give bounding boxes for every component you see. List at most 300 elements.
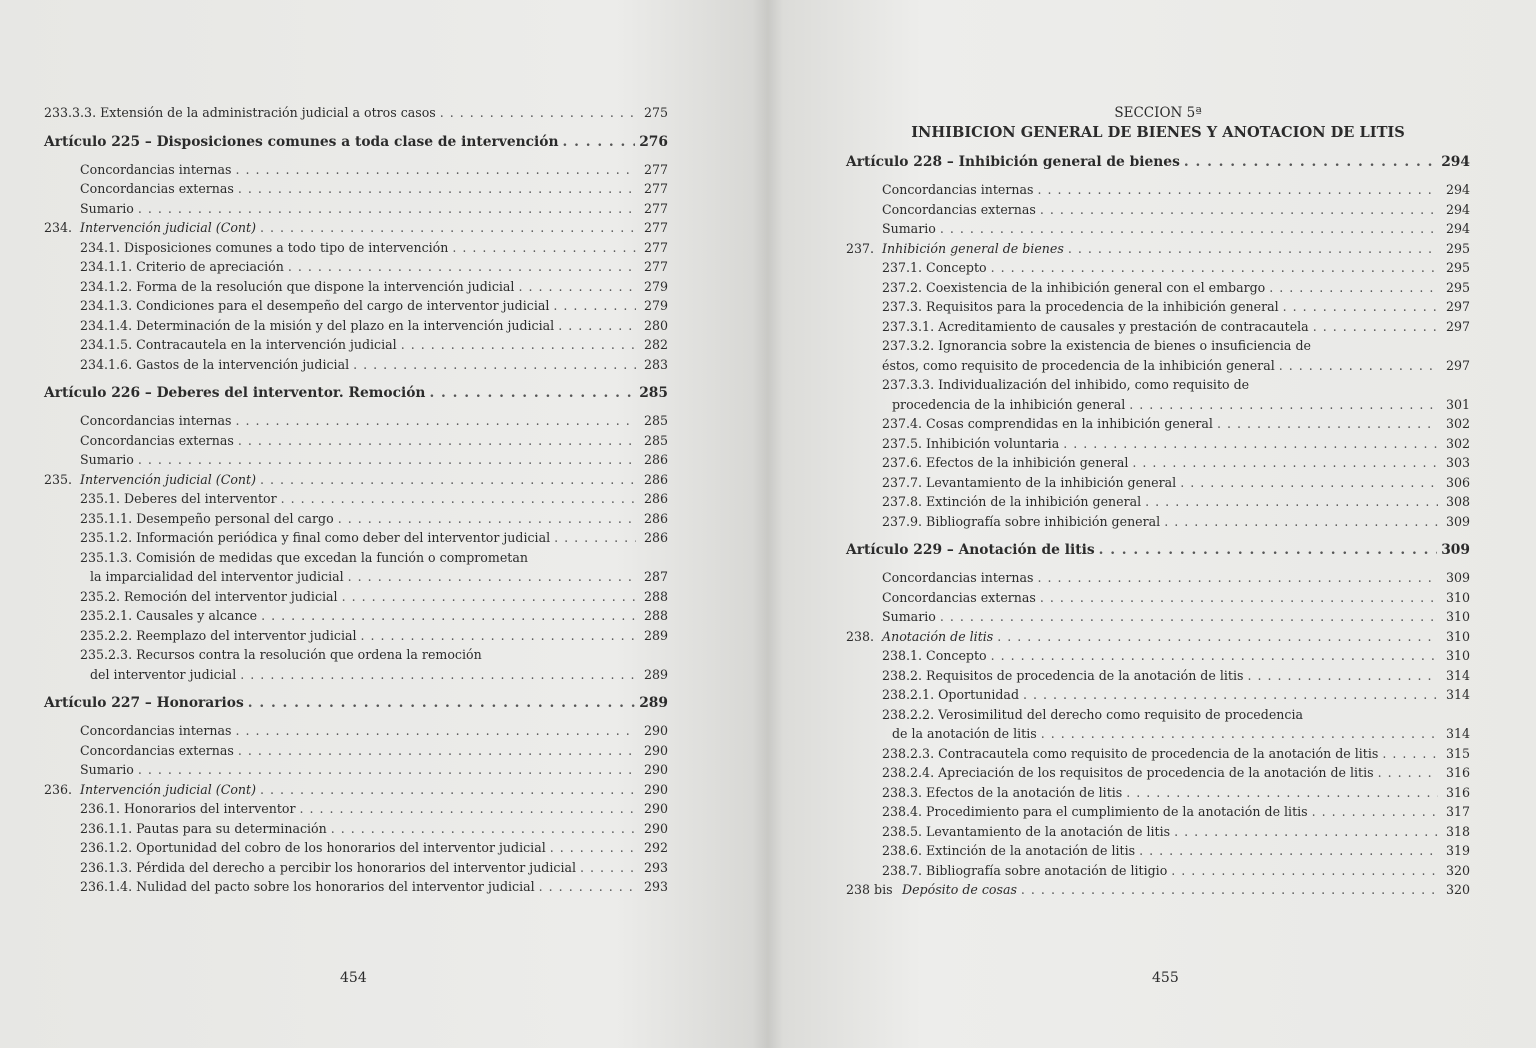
toc-page-number: 302: [1445, 416, 1470, 431]
toc-entry-label: [44, 470, 256, 490]
toc-entry-text: 237.3.3. Individualización del inhibido, como requisito de: [882, 377, 1250, 392]
toc-leader-dots: [1378, 763, 1438, 783]
toc-entry: [44, 760, 668, 780]
toc-leader-dots: [1132, 453, 1438, 473]
toc-entry-text: Artículo 227 – Honorarios: [44, 695, 244, 711]
toc-page-number: 316: [1445, 765, 1470, 780]
section-label: SECCION 5ª: [1114, 105, 1202, 121]
toc-leader-dots: [452, 238, 636, 258]
toc-entry-label: [80, 626, 357, 646]
toc-entry-label: [882, 685, 1019, 705]
toc-page-number: 282: [643, 337, 668, 352]
toc-entry-text: Concordancias externas: [80, 181, 234, 196]
toc-page-number: 280: [643, 317, 668, 333]
toc-entry-text: Concordancias externas: [80, 432, 234, 448]
toc-leader-dots: [1180, 473, 1438, 493]
toc-entry: [846, 685, 1470, 705]
toc-leader-dots: [580, 858, 636, 878]
toc-entry: [44, 316, 668, 336]
toc-entry-label: [882, 492, 1141, 512]
toc-entry: [44, 431, 668, 451]
toc-entry-number: 238.: [846, 628, 875, 644]
toc-entry: [846, 646, 1470, 666]
toc-page-number: 287: [643, 569, 668, 584]
toc-page-number: 285: [639, 385, 668, 401]
toc-entry-label: [80, 587, 338, 607]
toc-entry: [846, 666, 1470, 686]
toc-entry-label: [80, 316, 554, 336]
toc-entry: [846, 841, 1470, 861]
toc-leader-dots: [1247, 666, 1438, 686]
toc-entry-label: [882, 356, 1275, 376]
toc-entry-text: 237.6. Efectos de la inhibición general: [882, 455, 1129, 470]
toc-entry-text: 238.7. Bibliografía sobre anotación de litigio: [882, 862, 1168, 878]
toc-entry-text: 235.1.1. Desempeño personal del cargo: [80, 510, 334, 526]
left-page: [0, 0, 760, 1048]
toc-leader-dots: [1040, 588, 1438, 608]
toc-page-number: 306: [1445, 474, 1470, 490]
toc-entry-text: la imparcialidad del interventor judicial: [90, 569, 344, 584]
toc-leader-dots: [997, 627, 1438, 647]
toc-entry-text: Sumario: [882, 609, 936, 624]
toc-leader-dots: [991, 258, 1438, 278]
toc-entry-text: Intervención judicial (Cont): [80, 781, 257, 797]
toc-entry-label: [882, 336, 1311, 356]
toc-leader-dots: [554, 528, 636, 548]
toc-leader-dots: [235, 721, 636, 741]
toc-leader-dots: [138, 760, 636, 780]
toc-page-number: 302: [1445, 435, 1470, 451]
toc-article-heading: [846, 541, 1470, 563]
right-toc: [846, 103, 1470, 900]
toc-leader-dots: [1099, 541, 1438, 561]
toc-entry-text: Concordancias internas: [882, 182, 1034, 197]
toc-page-number: 293: [643, 879, 668, 894]
toc-entry-text: Concordancias externas: [882, 589, 1036, 605]
toc-entry: [44, 587, 668, 607]
toc-leader-dots: [248, 694, 635, 714]
toc-entry-text: 237.3.1. Acreditamiento de causales y prestación de contracautela: [882, 318, 1309, 334]
toc-leader-dots: [235, 160, 636, 180]
toc-entry: [44, 626, 668, 646]
toc-entry: [44, 160, 668, 180]
toc-entry-text: Sumario: [882, 221, 936, 236]
toc-entry-text: Concordancias internas: [882, 570, 1034, 585]
toc-page-number: 301: [1445, 396, 1470, 412]
toc-page-number: 297: [1445, 299, 1470, 314]
toc-page-number: 293: [643, 859, 668, 875]
toc-entry: [44, 179, 668, 199]
toc-entry-text: Artículo 229 – Anotación de litis: [846, 542, 1095, 558]
toc-leader-dots: [1174, 822, 1438, 842]
toc-entry-label: [882, 278, 1265, 298]
toc-entry-label: [846, 153, 1180, 173]
toc-entry-label: [882, 744, 1378, 764]
toc-entry-text: Concordancias internas: [80, 723, 232, 738]
toc-entry-label: [882, 434, 1059, 454]
toc-entry-label: [882, 258, 987, 278]
toc-page-number: 314: [1445, 667, 1470, 683]
toc-entry-label: [882, 512, 1160, 532]
toc-entry-text: Intervención judicial (Cont): [80, 220, 257, 235]
toc-entry-label: [882, 414, 1213, 434]
toc-entry-label: [882, 375, 1249, 395]
toc-page-number: 320: [1445, 862, 1470, 878]
toc-entry-text: 234.1.1. Criterio de apreciación: [80, 259, 284, 274]
toc-article-heading: [44, 694, 668, 716]
toc-entry-text: 238.3. Efectos de la anotación de litis: [882, 784, 1123, 800]
toc-page-number: 283: [643, 356, 668, 372]
toc-entry: [44, 450, 668, 470]
toc-entry-text: 238.2. Requisitos de procedencia de la anotación de litis: [882, 667, 1244, 683]
toc-entry: [846, 395, 1470, 415]
toc-page-number: 295: [1445, 240, 1470, 256]
toc-entry: [846, 219, 1470, 239]
toc-page-number: 319: [1445, 843, 1470, 858]
toc-leader-dots: [1217, 414, 1438, 434]
toc-entry-text: 234.1.6. Gastos de la intervención judicial: [80, 356, 350, 372]
toc-entry-label: [80, 819, 327, 839]
toc-entry-text: 237.4. Cosas comprendidas en la inhibición general: [882, 416, 1213, 431]
toc-entry: [846, 453, 1470, 473]
toc-entry-text: Anotación de litis: [882, 628, 994, 644]
toc-entry: [846, 763, 1470, 783]
toc-page-number: 310: [1445, 648, 1470, 663]
toc-leader-dots: [1037, 568, 1438, 588]
toc-entry-text: 233.3.3. Extensión de la administración judicial a otros casos: [44, 105, 436, 120]
toc-entry-label: [80, 411, 231, 431]
toc-page-number: 292: [643, 840, 668, 855]
toc-entry-label: [80, 296, 549, 316]
toc-entry: [44, 799, 668, 819]
toc-entry-label: [44, 218, 256, 238]
toc-entry-text: Sumario: [80, 452, 134, 467]
toc-entry-text: 238.1. Concepto: [882, 648, 987, 663]
toc-entry-label: [80, 277, 514, 297]
toc-page-number: 316: [1445, 784, 1470, 800]
toc-page-number: 285: [643, 413, 668, 428]
toc-page-number: 276: [639, 133, 668, 150]
toc-leader-dots: [440, 103, 636, 123]
toc-entry-label: [80, 199, 134, 219]
toc-entry-text: 238.2.4. Apreciación de los requisitos de procedencia de la anotación de litis: [882, 765, 1374, 780]
toc-leader-dots: [1283, 297, 1438, 317]
toc-entry: [846, 588, 1470, 608]
toc-entry: [44, 606, 668, 626]
toc-entry: [846, 434, 1470, 454]
toc-entry-label: [882, 568, 1033, 588]
toc-entry-text: 234.1.2. Forma de la resolución que dispone la intervención judicial: [80, 278, 515, 294]
toc-page-number: 277: [643, 161, 668, 177]
toc-entry-label: [80, 721, 231, 741]
toc-entry-label: [882, 841, 1135, 861]
toc-page-number: 320: [1445, 882, 1470, 897]
toc-page-number: 309: [1445, 570, 1470, 585]
toc-entry-label: [80, 645, 482, 665]
toc-entry: [846, 258, 1470, 278]
toc-entry-label: [44, 133, 559, 153]
toc-entry-label: [882, 705, 1303, 725]
toc-entry: [44, 509, 668, 529]
toc-entry-label: [882, 180, 1033, 200]
toc-entry-label: [882, 588, 1036, 608]
toc-entry-text: 238.2.3. Contracautela como requisito de procedencia de la anotación de litis: [882, 745, 1379, 761]
section-heading: [846, 103, 1470, 143]
toc-entry-label: [892, 724, 1037, 744]
toc-entry: [846, 568, 1470, 588]
toc-leader-dots: [300, 799, 636, 819]
toc-article-heading: [44, 133, 668, 155]
toc-leader-dots: [260, 218, 636, 238]
toc-entry-text: 235.1.3. Comisión de medidas que excedan la función o comprometan: [80, 549, 528, 565]
toc-page-number: 289: [643, 627, 668, 643]
toc-entry: [846, 512, 1470, 532]
toc-page-number: 309: [1441, 542, 1470, 558]
toc-entry: [846, 375, 1470, 395]
toc-page-number: 318: [1445, 823, 1470, 839]
toc-entry: [846, 744, 1470, 764]
toc-entry-label: [90, 665, 236, 685]
toc-entry-label: [882, 646, 987, 666]
toc-entry-number: 236.: [44, 781, 73, 797]
toc-page-number: 294: [1445, 201, 1470, 217]
toc-entry: [44, 335, 668, 355]
toc-entry-label: [80, 741, 234, 761]
toc-leader-dots: [1021, 880, 1438, 900]
toc-entry-label: [80, 838, 546, 858]
toc-entry-text: 238.2.2. Verosimilitud del derecho como requisito de procedencia: [882, 706, 1303, 722]
toc-entry-text: Concordancias internas: [80, 413, 232, 428]
toc-entry: [44, 355, 668, 375]
toc-entry-label: [846, 627, 993, 647]
toc-entry-label: [882, 453, 1128, 473]
toc-page-number: 310: [1445, 589, 1470, 605]
toc-page-number: 277: [643, 239, 668, 255]
toc-entry-label: [44, 103, 436, 123]
toc-entry: [44, 567, 668, 587]
toc-entry-text: 237.3.2. Ignorancia sobre la existencia de bienes o insuficiencia de: [882, 338, 1311, 353]
toc-leader-dots: [353, 355, 636, 375]
toc-entry-label: [44, 780, 256, 800]
toc-leader-dots: [563, 133, 636, 153]
toc-leader-dots: [1023, 685, 1438, 705]
toc-entry-label: [80, 606, 257, 626]
toc-leader-dots: [558, 316, 636, 336]
toc-entry-label: [882, 219, 936, 239]
toc-entry: [44, 819, 668, 839]
toc-page-number: 315: [1445, 745, 1470, 761]
toc-entry: [44, 721, 668, 741]
toc-entry-label: [80, 160, 231, 180]
toc-entry-text: 238.5. Levantamiento de la anotación de litis: [882, 823, 1171, 839]
toc-entry-label: [80, 509, 334, 529]
toc-leader-dots: [1063, 434, 1438, 454]
toc-entry-text: 235.1. Deberes del interventor: [80, 491, 277, 506]
toc-entry: [44, 528, 668, 548]
toc-entry: [44, 257, 668, 277]
toc-page-number: 290: [643, 762, 668, 777]
toc-page-number: 295: [1445, 260, 1470, 275]
toc-entry-text: 236.1.2. Oportunidad del cobro de los honorarios del interventor judicial: [80, 840, 546, 855]
toc-page-number: 288: [643, 588, 668, 604]
toc-entry: [846, 822, 1470, 842]
toc-entry-label: [882, 802, 1308, 822]
toc-entry: [44, 238, 668, 258]
toc-entry-text: Intervención judicial (Cont): [80, 471, 257, 487]
toc-leader-dots: [240, 665, 636, 685]
toc-entry-label: [80, 877, 535, 897]
toc-entry: [44, 218, 668, 238]
toc-leader-dots: [940, 607, 1438, 627]
toc-entry-text: Artículo 226 – Deberes del interventor. Remoción: [44, 385, 426, 401]
toc-leader-dots: [1068, 239, 1438, 259]
toc-entry-text: 234.1.3. Condiciones para el desempeño del cargo de interventor judicial: [80, 298, 550, 313]
toc-entry: [44, 277, 668, 297]
toc-page-number: 289: [643, 666, 668, 682]
toc-entry-label: [80, 528, 550, 548]
toc-entry-text: 238.6. Extinción de la anotación de litis: [882, 843, 1136, 858]
toc-entry: [44, 780, 668, 800]
toc-entry-label: [80, 450, 134, 470]
toc-page-number: 310: [1445, 628, 1470, 644]
toc-entry: [44, 741, 668, 761]
toc-entry-text: 237.9. Bibliografía sobre inhibición general: [882, 513, 1161, 529]
toc-leader-dots: [1279, 356, 1438, 376]
toc-page-number: 286: [643, 491, 668, 506]
toc-entry-text: del interventor judicial: [90, 666, 237, 682]
toc-entry-text: 235.2. Remoción del interventor judicial: [80, 588, 338, 604]
toc-leader-dots: [1145, 492, 1438, 512]
toc-entry-label: [80, 548, 528, 568]
toc-entry-text: Concordancias externas: [80, 742, 234, 758]
toc-entry-text: 234.1.4. Determinación de la misión y del plazo en la intervención judicial: [80, 317, 555, 333]
toc-entry-label: [882, 317, 1309, 337]
toc-entry-text: Concordancias externas: [882, 201, 1036, 217]
toc-entry: [44, 411, 668, 431]
toc-entry: [846, 473, 1470, 493]
right-page: [776, 0, 1536, 1048]
toc-entry-text: 238.4. Procedimiento para el cumplimiento de la anotación de litis: [882, 804, 1308, 819]
toc-leader-dots: [260, 780, 636, 800]
toc-leader-dots: [1139, 841, 1438, 861]
toc-entry-text: 237.2. Coexistencia de la inhibición general con el embargo: [882, 279, 1266, 295]
toc-entry-label: [80, 335, 397, 355]
toc-page-number: 294: [1445, 182, 1470, 197]
toc-entry-text: 237.1. Concepto: [882, 260, 987, 275]
toc-leader-dots: [1312, 802, 1438, 822]
toc-leader-dots: [1313, 317, 1438, 337]
toc-entry-text: Artículo 228 – Inhibición general de bienes: [846, 154, 1180, 170]
toc-entry-label: [80, 799, 296, 819]
toc-entry: [44, 548, 668, 568]
toc-entry-text: 238.2.1. Oportunidad: [882, 687, 1020, 702]
toc-leader-dots: [1269, 278, 1438, 298]
toc-entry-text: de la anotación de litis: [892, 726, 1037, 741]
toc-leader-dots: [348, 567, 636, 587]
toc-page-number: 303: [1445, 455, 1470, 470]
toc-entry-text: Depósito de cosas: [902, 882, 1017, 897]
toc-entry-text: 234.1. Disposiciones comunes a todo tipo de intervención: [80, 239, 449, 255]
toc-page-number: 290: [643, 801, 668, 816]
toc-page-number: 275: [643, 105, 668, 120]
toc-entry: [44, 103, 668, 123]
toc-entry-label: [882, 763, 1374, 783]
toc-leader-dots: [288, 257, 636, 277]
toc-entry: [846, 627, 1470, 647]
toc-page-number: 294: [1441, 154, 1470, 170]
toc-entry-label: [882, 666, 1243, 686]
toc-entry-label: [80, 238, 448, 258]
toc-entry: [846, 492, 1470, 512]
toc-page-number: 279: [643, 298, 668, 313]
toc-entry-text: 235.1.2. Información periódica y final como deber del interventor judicial: [80, 530, 551, 545]
toc-leader-dots: [331, 819, 636, 839]
toc-entry: [44, 199, 668, 219]
toc-entry: [846, 861, 1470, 881]
toc-entry: [846, 705, 1470, 725]
toc-entry-text: 237.7. Levantamiento de la inhibición general: [882, 474, 1177, 490]
toc-leader-dots: [1126, 783, 1438, 803]
toc-page-number: 286: [643, 471, 668, 487]
section-title: INHIBICION GENERAL DE BIENES Y ANOTACION DE LITIS: [911, 124, 1405, 141]
toc-entry-label: [80, 355, 349, 375]
toc-leader-dots: [138, 199, 636, 219]
toc-leader-dots: [1129, 395, 1438, 415]
toc-page-number: 290: [643, 781, 668, 797]
toc-entry-text: Sumario: [80, 200, 134, 216]
toc-leader-dots: [261, 606, 636, 626]
toc-entry-text: 237.5. Inhibición voluntaria: [882, 435, 1060, 451]
toc-entry-text: 236.1.1. Pautas para su determinación: [80, 820, 327, 836]
toc-leader-dots: [138, 450, 636, 470]
toc-leader-dots: [940, 219, 1438, 239]
toc-page-number: 290: [643, 742, 668, 758]
toc-entry-text: éstos, como requisito de procedencia de la inhibición general: [882, 357, 1275, 373]
toc-entry: [846, 607, 1470, 627]
toc-entry: [44, 838, 668, 858]
toc-entry-label: [80, 257, 284, 277]
toc-entry-number: 237.: [846, 240, 875, 256]
toc-entry: [44, 296, 668, 316]
toc-leader-dots: [429, 384, 635, 404]
toc-page-number: 290: [643, 723, 668, 738]
toc-entry-text: 236.1.4. Nulidad del pacto sobre los honorarios del interventor judicial: [80, 879, 535, 894]
toc-entry-label: [846, 541, 1095, 561]
toc-entry: [846, 200, 1470, 220]
toc-page-number: 279: [643, 278, 668, 294]
toc-leader-dots: [235, 411, 636, 431]
toc-leader-dots: [361, 626, 636, 646]
toc-entry: [846, 278, 1470, 298]
toc-entry-text: 236.1.3. Pérdida del derecho a percibir los honorarios del interventor judicial: [80, 859, 577, 875]
toc-page-number: 317: [1445, 804, 1470, 819]
toc-entry: [44, 877, 668, 897]
toc-entry: [44, 858, 668, 878]
toc-entry-text: Sumario: [80, 762, 134, 777]
right-page-number: 455: [1152, 970, 1179, 986]
toc-leader-dots: [281, 489, 636, 509]
toc-page-number: 277: [643, 200, 668, 216]
toc-page-number: 277: [643, 220, 668, 235]
toc-page-number: 314: [1445, 726, 1470, 741]
toc-page-number: 286: [643, 510, 668, 526]
toc-entry: [846, 880, 1470, 900]
toc-leader-dots: [338, 509, 636, 529]
toc-entry-number: 235.: [44, 471, 73, 487]
toc-leader-dots: [238, 179, 636, 199]
toc-entry-label: [882, 297, 1279, 317]
toc-entry-text: 237.3. Requisitos para la procedencia de la inhibición general: [882, 299, 1279, 314]
